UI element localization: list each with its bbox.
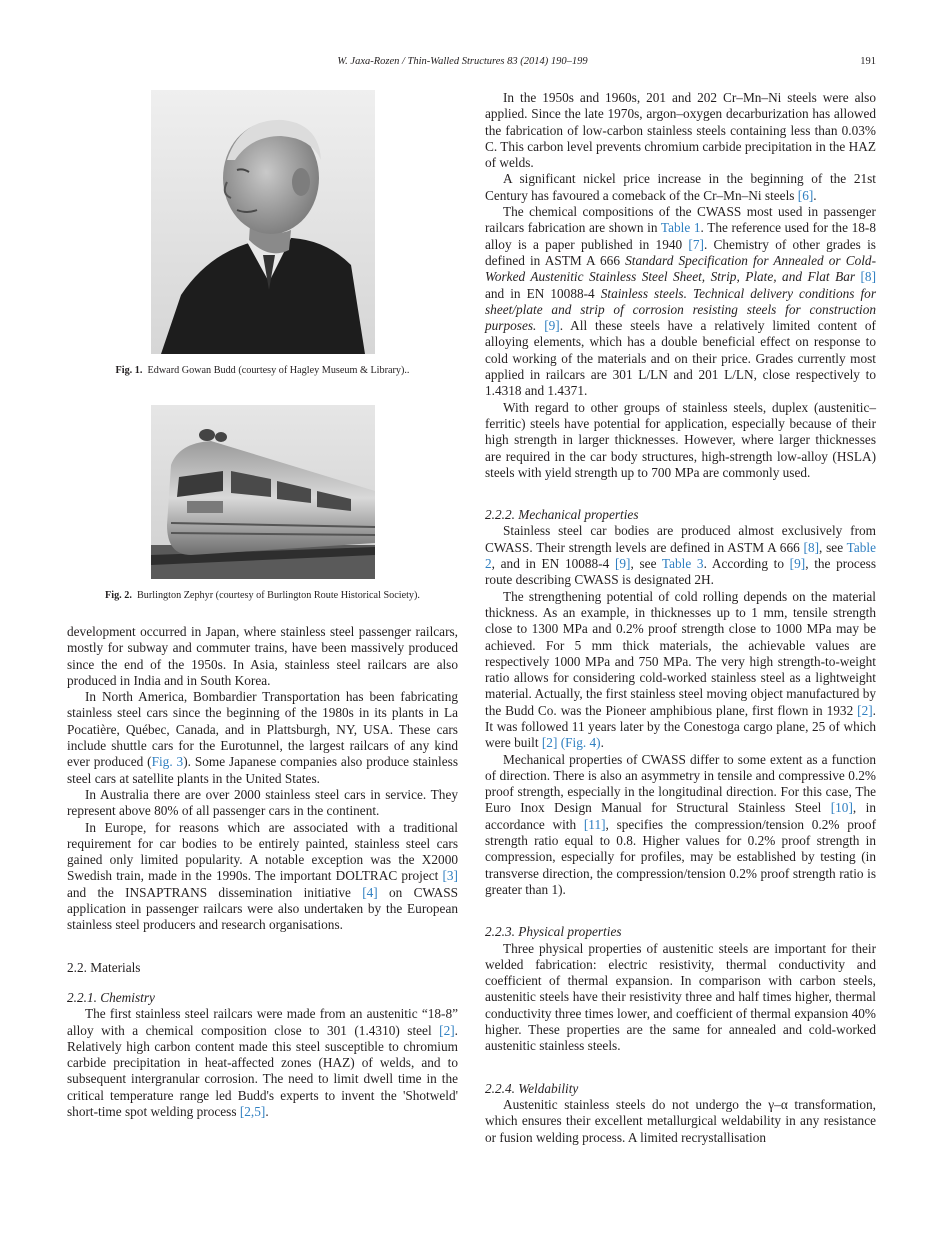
table-link[interactable]: Table 3 (661, 556, 704, 572)
paragraph (485, 204, 876, 400)
paragraph (485, 752, 876, 899)
paragraph (485, 523, 876, 588)
text-span: . (813, 187, 817, 203)
text-span: on CWASS application in passenger railcars were also undertaken by the European stainless steel producers and research organisations. (67, 884, 458, 933)
text-span: , and in EN 10088-4 (491, 556, 615, 572)
text-span: , see (819, 539, 847, 555)
subsection-heading: 2.2.4. Weldability (485, 1080, 579, 1096)
text-span: Mechanical properties of CWASS differ to some extent as a function of direction. There is also an asymmetry in tensile and compressive 0.2% proof strength, especially in the longitudinal direction. For this case, The Euro Inox Design Manual for Structural Stainless Steel (485, 751, 876, 816)
paragraph: In the 1950s and 1960s, 201 and 202 Cr–Mn–Ni steels were also applied. Since the late 1970s, argon–oxygen decarburization has allowed the fabrication of low-carbon stainless steels containing less than 0.03% C. This carbon level prevents chromium carbide precipitation in the HAZ of welds. (485, 90, 876, 171)
paragraph (485, 589, 876, 752)
citation-link[interactable]: [8] (803, 539, 820, 555)
standard-title: Stainless steels. Technical delivery conditions for sheet/plate and strip of corrosion resisting steels for construction purposes. (485, 285, 877, 334)
text-span: . All these steels have a relatively limited content of alloying elements, which has a double beneficial effect on response to cold working of the materials and on their price. Grades currently most applied in railcars are 301 L/LN and 201 L/LN, close respectively to 1.4318 and 1.4371. (485, 318, 876, 399)
text-span: , see (630, 556, 662, 572)
paragraph: In Australia there are over 2000 stainless steel cars in service. They represent above 80% of all passenger cars in the continent. (67, 786, 458, 819)
paragraph (67, 1006, 458, 1120)
text-span: In Europe, for reasons which are associated with a traditional requirement for car bodies to be entirely painted, stainless steel cars gained only limited popularity. A notable exception was the X2000 Swedish train, made in the 1990s. The important DOLTRAC project (67, 819, 458, 884)
figure-1-caption (67, 364, 458, 377)
subsection-heading: 2.2.3. Physical properties (485, 924, 622, 940)
portrait-photo (151, 90, 375, 354)
text-span: . Chemistry of other grades is defined in ASTM A 666 (485, 236, 876, 268)
table-link[interactable]: Table 1 (660, 220, 701, 236)
left-column (67, 90, 458, 1120)
subsection-heading: 2.2.2. Mechanical properties (485, 507, 639, 523)
table-link[interactable]: Table 2 (485, 539, 876, 572)
text-span: . According to (703, 556, 790, 572)
journal-reference: W. Jaxa-Rozen / Thin-Walled Structures 83 (2014) 190–199 (337, 56, 588, 67)
paragraph (485, 171, 876, 204)
text-span: . It was followed 11 years later by the Conestoga cargo plane, 25 of which were built (485, 702, 876, 751)
text-span: and in EN 10088-4 (485, 285, 601, 301)
text-span: The chemical compositions of the CWASS most used in passenger railcars fabrication are shown in (485, 204, 876, 236)
text-span: . (600, 735, 604, 751)
running-header (0, 56, 925, 72)
text-span: and the INSAPTRANS dissemination initiative (67, 884, 363, 900)
figure-link[interactable]: (Fig. 4) (560, 735, 601, 751)
text-span: , in accordance with (485, 800, 876, 832)
text-span: . Relatively high carbon content made this steel susceptible to chromium carbide precipitation in heat-affected zones (HAZ) of welds, and to subsequent intergranular corrosion. The need to limit dwell time in the critical temperature range led Budd's experts to invent the 'Shotweld' short-time spot welding process (67, 1022, 458, 1120)
text-span: A significant nickel price increase in the beginning of the 21st Century has favoured a comeback of the Cr–Mn–Ni steels (485, 171, 876, 203)
text-span: The strengthening potential of cold rolling depends on the material thickness. As an example, in thicknesses up to 1 mm, tensile strength close to 1300 MPa and 0.2% proof strength close to 1000 MPa may be achieved. For 5 mm thick materials, the achievable values are respectively 1000 MPa and 750 MPa. The very high strength-to-weight ratio allows for considering cold-worked stainless steel as a lightweight material. Actually, the first stainless steel moving object manufactured by the Budd Co. was the Pioneer amphibious plane, first flown in 1932 (485, 588, 876, 718)
paragraph: With regard to other groups of stainless steels, duplex (austenitic–ferritic) steels have potential for application, especially because of their high strength in larger thicknesses. However, where larger thicknesses are required in the car body structures, high-strength low-alloy (HSLA) steels with yield strength up to 700 MPa are commonly used. (485, 399, 876, 480)
text-span: Stainless steel car bodies are produced almost exclusively from CWASS. Their strength levels are defined in ASTM A 666 (485, 523, 876, 555)
citation-link[interactable]: [2] (439, 1022, 455, 1038)
citation-link[interactable]: [2] (857, 702, 873, 718)
citation-link[interactable]: [3] (442, 868, 458, 884)
right-column (485, 90, 876, 1146)
text-span: ). Some Japanese companies also produce stainless steel cars at satellite plants in the United States. (67, 754, 458, 786)
citation-link[interactable]: [11] (583, 816, 606, 832)
figure-1 (67, 90, 458, 377)
figure-2-caption-text: Burlington Zephyr (courtesy of Burlington Route Historical Society). (137, 590, 420, 601)
citation-link[interactable]: [9] (789, 556, 806, 572)
text-span: , the process route describing CWASS is designated 2H. (485, 556, 876, 588)
text-span: In North America, Bombardier Transportation has been fabricating stainless steel cars since the beginning of the 1980s in its plants in La Pocatière, Québec, Canada, and in Plattsburgh, NY, USA. These cars include shuttle cars for the Eurotunnel, the largest railcars of any kind ever produced ( (67, 689, 458, 770)
page-number: 191 (860, 56, 876, 67)
citation-link[interactable]: [6] (797, 187, 814, 203)
standard-title: Standard Specification for Annealed or Cold-Worked Austenitic Stainless Steel Sheet, Strip, Plate, and Flat Bar (485, 252, 876, 285)
paragraph: Three physical properties of austenitic steels are important for their welded fabrication: electric resistivity, thermal conductivity and coefficient of thermal expansion. In comparison with carbon steels, austenitic steels have their resistivity three and half times higher, thermal conductivity three times lower, and coefficient of thermal expansion 40% higher. These properties are the same for annealed and cold-worked austenitic stainless steels. (485, 940, 876, 1054)
text-span: , specifies the compression/tension 0.2% proof strength ratio equal to 0.8. Higher values for 0.2% proof strength in compression, especially for profiles, may be established by testing (in transverse direction, the compression/tension 0.2% proof strength ratio is greater than 1). (485, 816, 876, 897)
citation-link[interactable]: [9] (544, 318, 560, 334)
paragraph: development occurred in Japan, where stainless steel passenger railcars, mostly for subway and commuter trains, have been massively produced since the end of the 1950s. In Asia, stainless steel railcars are also produced in India and in South Korea. (67, 624, 458, 688)
figure-1-caption-text: Edward Gowan Budd (courtesy of Hagley Museum & Library).. (147, 365, 410, 376)
train-photo (151, 405, 375, 579)
citation-link[interactable]: [9] (614, 556, 631, 572)
text-span: . (265, 1104, 269, 1120)
figure-1-label: Fig. 1. (115, 365, 143, 376)
citation-link[interactable]: [8] (860, 269, 877, 285)
paragraph (67, 689, 458, 787)
figure-2-label: Fig. 2. (105, 590, 132, 601)
paragraph: Austenitic stainless steels do not undergo the γ–α transformation, which ensures their excellent metallurgical weldability in any resistance or fusion welding process. A limited recrystallisation (485, 1096, 876, 1145)
text-span: The first stainless steel railcars were made from an austenitic “18-8” alloy with a chemical composition close to 301 (1.4310) steel (67, 1006, 458, 1038)
subsection-heading: 2.2.1. Chemistry (67, 989, 155, 1005)
citation-link[interactable]: [10] (830, 800, 853, 816)
citation-link[interactable]: [7] (688, 236, 704, 252)
paragraph (67, 820, 458, 934)
citation-link[interactable]: [2,5] (239, 1104, 266, 1120)
figure-2-caption (67, 589, 458, 602)
citation-link[interactable]: [4] (362, 884, 378, 900)
section-heading: 2.2. Materials (67, 959, 141, 975)
figure-link[interactable]: Fig. 3 (151, 754, 184, 770)
text-span: . The reference used for the 18-8 alloy is a paper published in 1940 (485, 220, 876, 252)
figure-2 (67, 405, 458, 602)
citation-link[interactable]: [2] (541, 735, 558, 751)
